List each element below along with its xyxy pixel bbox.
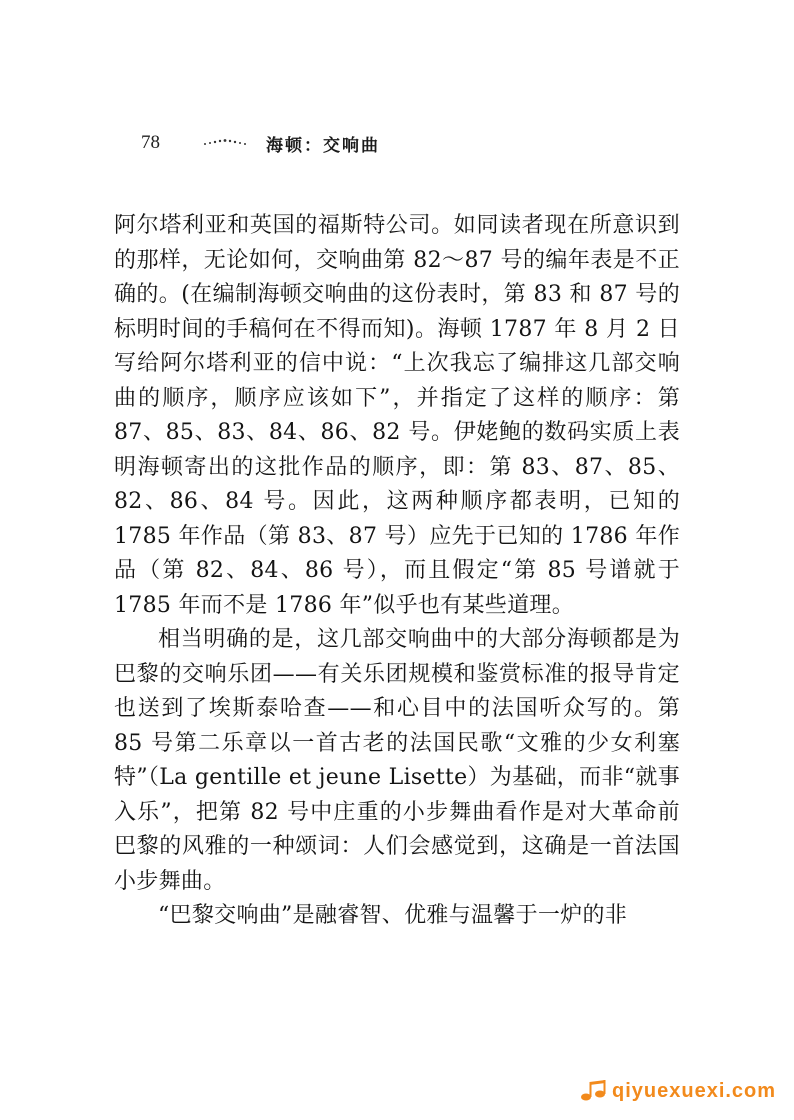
header-ornament-icon bbox=[201, 137, 249, 147]
watermark-text: qiyuexuexi.com bbox=[612, 1079, 777, 1102]
body-text bbox=[114, 209, 680, 934]
music-note-logo-icon bbox=[578, 1079, 608, 1103]
paragraph-continued: 阿尔塔利亚和英国的福斯特公司。如同读者现在所意识到的那样，无论如何，交响曲第 82～87 号的编年表是不正确的。(在编制海顿交响曲的这份表时，第 83 和 87 号的标明时间的手稿何在不得而知)。海顿 1787 年 8 月 2 日写给阿尔塔利亚的信中说：“上次我忘了编排这几部交响曲的顺序，顺序应该如下”，并指定了这样的顺序：第 87、85、83、84、86、82 号。伊姥鲍的数码实质上表明海顿寄出的这批作品的顺序，即：第 83、87、85、82、86、84 号。因此，这两种顺序都表明，已知的 1785 年作品（第 83、87 号）应先于已知的 1786 年作品（第 82、84、86 号），而且假定“第 85 号谱就于 1785 年而不是 1786 年”似乎也有某些道理。 bbox=[114, 213, 680, 618]
paragraph: “巴黎交响曲”是融睿智、优雅与温馨于一炉的非 bbox=[158, 903, 628, 928]
paragraph: 相当明确的是，这几部交响曲中的大部分海顿都是为巴黎的交响乐团——有关乐团规模和鉴赏标准的报导肯定也送到了埃斯泰哈查——和心目中的法国听众写的。第 85 号第二乐章以一首古老的法国民歌“文雅的少女利塞特”（La gentille et jeune Lisette）为基础，而非“就事入乐”，把第 82 号中庄重的小步舞曲看作是对大革命前巴黎的风雅的一种颂词：人们会感觉到，这确是一首法国小步舞曲。 bbox=[114, 627, 680, 894]
running-header-title: 海顿：交响曲 bbox=[266, 136, 380, 156]
site-watermark bbox=[578, 1078, 776, 1104]
running-header bbox=[0, 124, 794, 164]
page-number: 78 bbox=[141, 132, 160, 153]
